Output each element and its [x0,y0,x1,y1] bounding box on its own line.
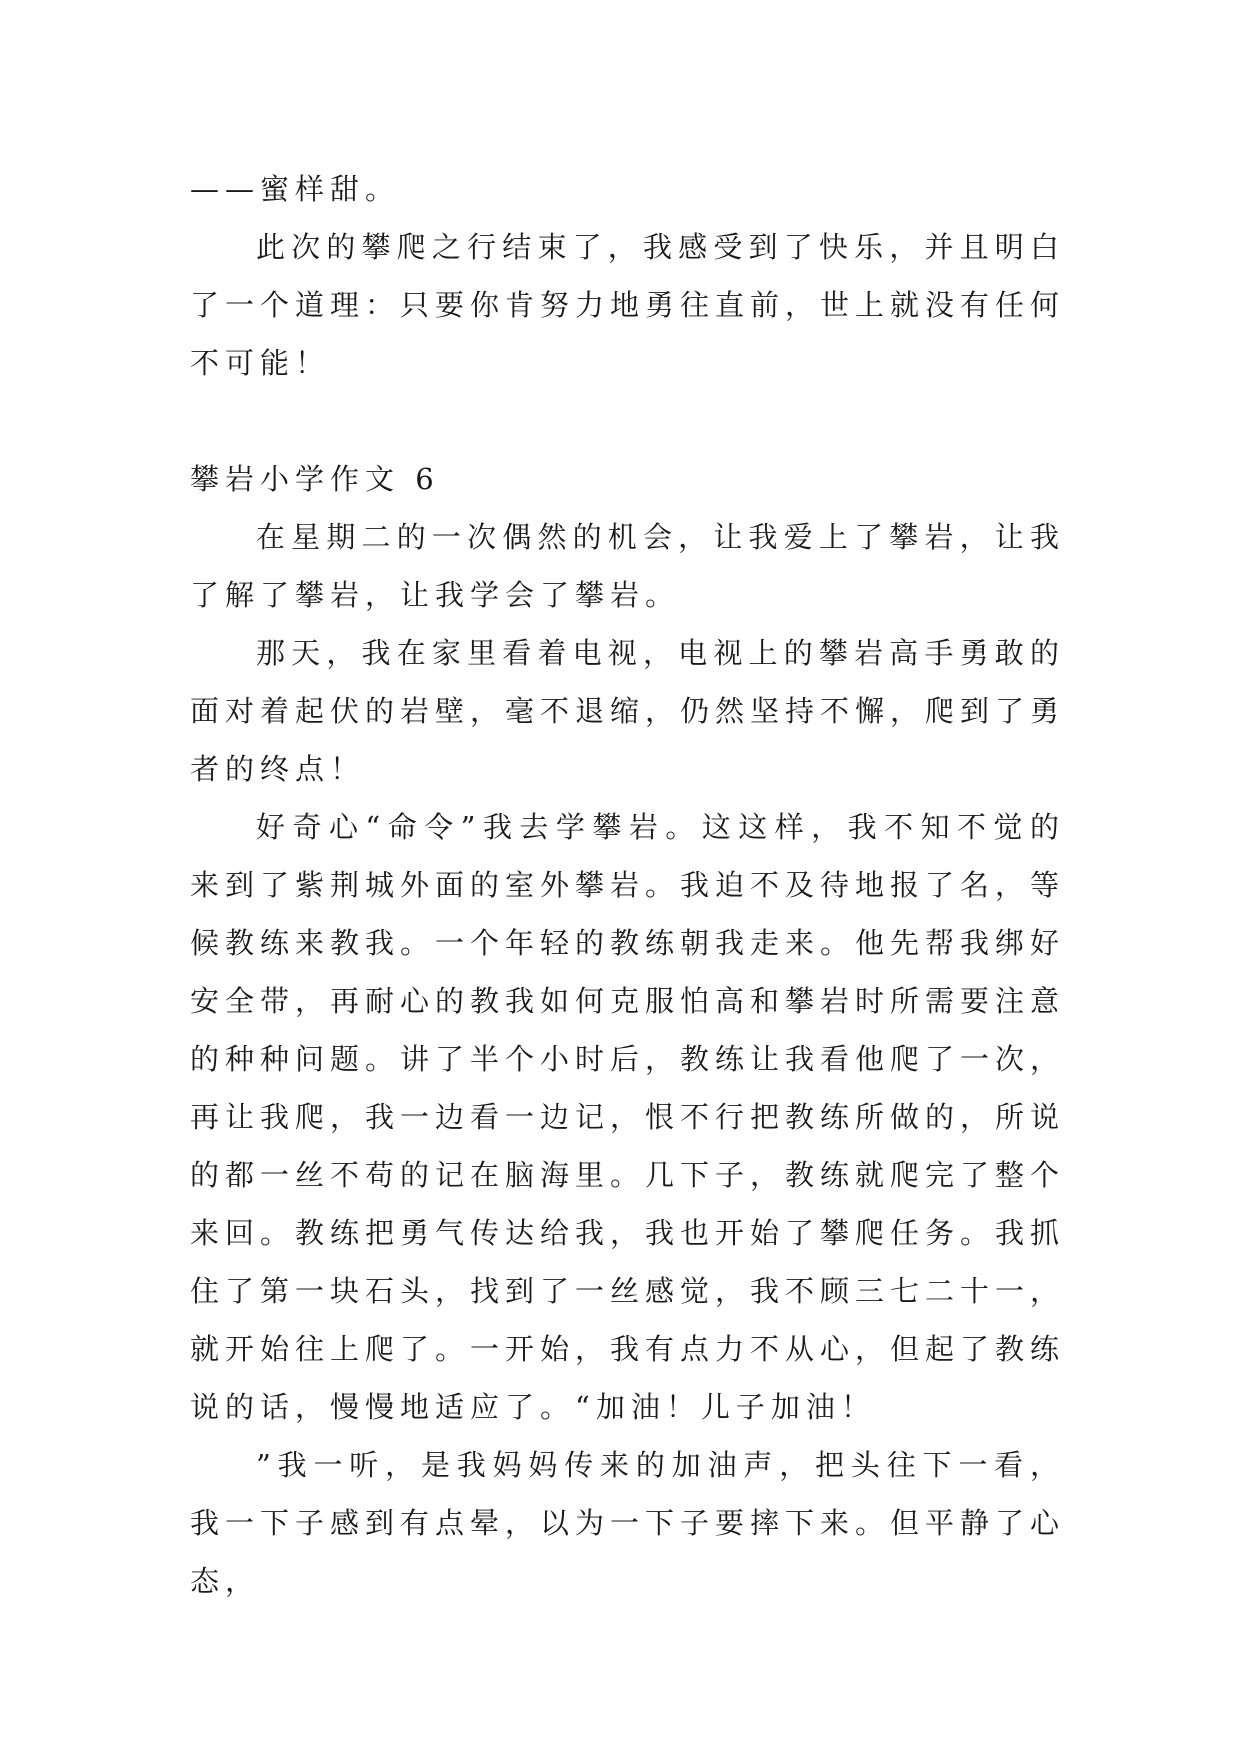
section-title: 攀岩小学作文 6 [190,462,440,496]
document-body [190,160,1065,1610]
paragraph-conclusion: 此次的攀爬之行结束了，我感受到了快乐，并且明白了一个道理：只要你肯努力地勇往直前，世上就没有任何不可能！ [190,230,1066,380]
paragraph: 在星期二的一次偶然的机会，让我爱上了攀岩，让我了解了攀岩，让我学会了攀岩。 [190,520,1065,612]
paragraph: ”我一听，是我妈妈传来的加油声，把头往下一看，我一下子感到有点晕，以为一下子要摔下来。但平静了心态， [190,1448,1066,1598]
paragraph: 好奇心“命令”我去学攀岩。这这样，我不知不觉的来到了紫荆城外面的室外攀岩。我迫不及待地报了名，等候教练来教我。一个年轻的教练朝我走来。他先帮我绑好安全带，再耐心的教我如何克服怕高和攀岩时所需要注意的种种问题。讲了半个小时后，教练让我看他爬了一次，再让我爬，我一边看一边记，恨不行把教练所做的，所说的都一丝不苟的记在脑海里。几下子，教练就爬完了整个来回。教练把勇气传达给我，我也开始了攀爬任务。我抓住了第一块石头，找到了一丝感觉，我不顾三七二十一，就开始往上爬了。一开始，我有点力不从心，但起了教练说的话，慢慢地适应了。“加油！儿子加油！ [190,810,1066,1424]
paragraph-continuation: ——蜜样甜。 [190,172,401,206]
paragraph: 那天，我在家里看着电视，电视上的攀岩高手勇敢的面对着起伏的岩壁，毫不退缩，仍然坚持不懈，爬到了勇者的终点！ [190,636,1066,786]
